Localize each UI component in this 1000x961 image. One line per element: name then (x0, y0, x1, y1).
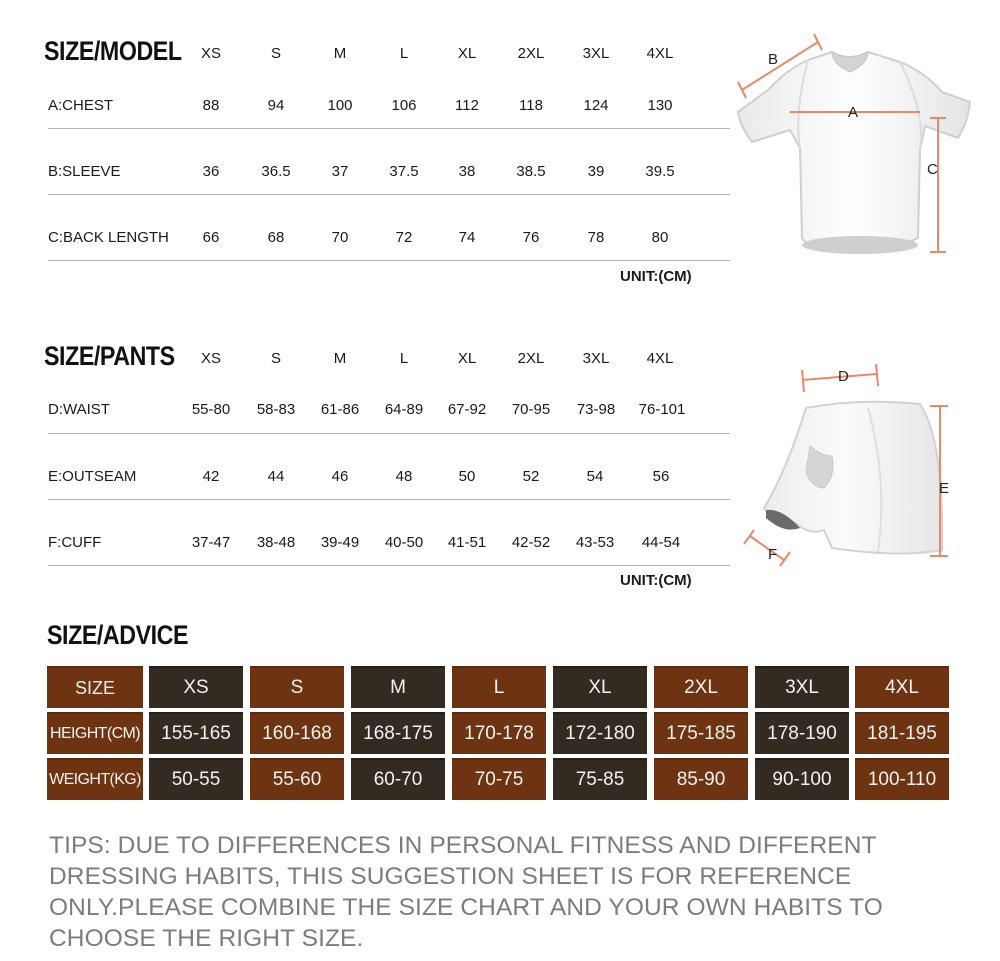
advice-cell: M (351, 666, 445, 708)
advice-cell: 155-165 (149, 712, 243, 754)
pants-unit: UNIT:(CM) (620, 572, 692, 589)
table-cell: 56 (652, 468, 670, 485)
pants-size-2xl: 2XL (517, 350, 545, 367)
advice-cell: S (250, 666, 344, 708)
model-unit: UNIT:(CM) (620, 268, 692, 285)
model-title: SIZE/MODEL (44, 36, 182, 66)
table-cell: 39.5 (645, 163, 675, 180)
row-label: B:SLEEVE (48, 163, 121, 180)
row-label: D:WAIST (48, 401, 110, 418)
row-divider (48, 128, 730, 129)
table-row (48, 152, 730, 192)
table-cell: 94 (267, 97, 285, 114)
advice-cell: 75-85 (553, 758, 647, 800)
row-label: C:BACK LENGTH (48, 229, 169, 246)
advice-cell: 170-178 (452, 712, 546, 754)
advice-cell: 70-75 (452, 758, 546, 800)
table-row (48, 390, 730, 430)
table-cell: 68 (267, 229, 285, 246)
row-label: F:CUFF (48, 534, 102, 551)
shorts-label-e: E (939, 480, 950, 497)
tips-text: TIPS: DUE TO DIFFERENCES IN PERSONAL FITNESS AND DIFFERENT DRESSING HABITS, THIS SUGGESTION SHEET IS FOR REFERENCE ONLY.PLEASE COMBINE THE SIZE CHART AND YOUR OWN HABITS TO CHOOSE THE RIGHT SIZE. (49, 832, 883, 952)
advice-cell: 90-100 (755, 758, 849, 800)
advice-title: SIZE/ADVICE (47, 620, 189, 650)
advice-cell: 2XL (654, 666, 748, 708)
table-cell: 46 (331, 468, 349, 485)
advice-cell: 175-185 (654, 712, 748, 754)
shorts-body (764, 402, 942, 554)
jersey-diagram (720, 30, 980, 270)
table-cell: 70 (331, 229, 349, 246)
table-cell: 66 (202, 229, 220, 246)
pants-size-xs: XS (200, 350, 221, 367)
pants-title: SIZE/PANTS (44, 341, 175, 371)
table-cell: 38-48 (256, 534, 296, 551)
table-cell: 52 (522, 468, 540, 485)
advice-cell: 172-180 (553, 712, 647, 754)
table-cell: 80 (651, 229, 669, 246)
table-cell: 37-47 (191, 534, 231, 551)
table-cell: 61-86 (320, 401, 360, 418)
shorts-diagram (740, 360, 970, 570)
table-row (48, 457, 730, 497)
table-cell: 36 (202, 163, 220, 180)
table-cell: 43-53 (575, 534, 615, 551)
table-cell: 78 (587, 229, 605, 246)
table-cell: 42 (202, 468, 220, 485)
table-cell: 88 (202, 97, 220, 114)
advice-cell: 178-190 (755, 712, 849, 754)
advice-cell: 181-195 (855, 712, 949, 754)
advice-cell: 3XL (755, 666, 849, 708)
model-size-xl: XL (457, 45, 477, 62)
table-cell: 73-98 (576, 401, 616, 418)
table-cell: 54 (586, 468, 604, 485)
advice-cell: 55-60 (250, 758, 344, 800)
pants-size-m: M (333, 350, 347, 367)
advice-cell: 50-55 (149, 758, 243, 800)
advice-row-label: WEIGHT(KG) (47, 758, 143, 800)
row-divider (48, 565, 730, 566)
table-cell: 44 (267, 468, 285, 485)
table-cell: 44-54 (641, 534, 681, 551)
table-cell: 38 (458, 163, 476, 180)
pants-size-s: S (270, 350, 281, 367)
row-label: A:CHEST (48, 97, 114, 114)
advice-cell: XL (553, 666, 647, 708)
table-cell: 42-52 (511, 534, 551, 551)
advice-cell: 160-168 (250, 712, 344, 754)
table-cell: 40-50 (384, 534, 424, 551)
advice-cell: 60-70 (351, 758, 445, 800)
table-cell: 37 (331, 163, 349, 180)
model-size-s: S (270, 45, 281, 62)
table-cell: 39 (587, 163, 605, 180)
table-cell: 41-51 (447, 534, 487, 551)
row-divider (48, 194, 730, 195)
pants-size-xl: XL (457, 350, 477, 367)
table-row (48, 523, 730, 563)
advice-cell: XS (149, 666, 243, 708)
table-cell: 48 (395, 468, 413, 485)
pants-size-l: L (399, 350, 409, 367)
table-cell: 106 (391, 97, 417, 114)
model-size-3xl: 3XL (582, 45, 610, 62)
table-cell: 130 (647, 97, 673, 114)
table-cell: 76-101 (638, 401, 686, 418)
shorts-label-d: D (838, 368, 849, 385)
advice-cell: L (452, 666, 546, 708)
advice-row-label: HEIGHT(CM) (47, 712, 143, 754)
table-row (48, 86, 730, 126)
table-cell: 112 (455, 97, 479, 114)
jersey-label-b: B (768, 51, 779, 68)
table-cell: 124 (583, 97, 609, 114)
model-size-2xl: 2XL (517, 45, 545, 62)
row-label: E:OUTSEAM (48, 468, 137, 485)
advice-cell: 168-175 (351, 712, 445, 754)
table-cell: 39-49 (320, 534, 360, 551)
jersey-body (738, 52, 970, 254)
table-cell: 67-92 (447, 401, 487, 418)
table-cell: 72 (395, 229, 413, 246)
row-divider (48, 499, 730, 500)
table-cell: 58-83 (256, 401, 296, 418)
row-divider (48, 260, 730, 261)
pants-size-3xl: 3XL (582, 350, 610, 367)
jersey-label-c: C (927, 161, 938, 178)
shorts-label-f: F (768, 546, 778, 563)
table-cell: 76 (522, 229, 540, 246)
pants-size-4xl: 4XL (646, 350, 674, 367)
table-row (48, 218, 730, 258)
advice-cell: 4XL (855, 666, 949, 708)
table-cell: 36.5 (261, 163, 291, 180)
row-divider (48, 433, 730, 434)
table-cell: 118 (519, 97, 543, 114)
model-size-xs: XS (200, 45, 221, 62)
advice-cell: 85-90 (654, 758, 748, 800)
table-cell: 37.5 (389, 163, 419, 180)
table-cell: 100 (327, 97, 353, 114)
jersey-label-a: A (848, 104, 859, 121)
table-cell: 64-89 (384, 401, 424, 418)
model-size-l: L (399, 45, 409, 62)
table-cell: 50 (458, 468, 476, 485)
advice-cell: 100-110 (855, 758, 949, 800)
model-size-4xl: 4XL (646, 45, 674, 62)
table-cell: 38.5 (516, 163, 546, 180)
table-cell: 74 (458, 229, 476, 246)
table-cell: 70-95 (511, 401, 551, 418)
advice-row-label: SIZE (47, 666, 143, 708)
table-cell: 55-80 (191, 401, 231, 418)
model-size-m: M (333, 45, 347, 62)
